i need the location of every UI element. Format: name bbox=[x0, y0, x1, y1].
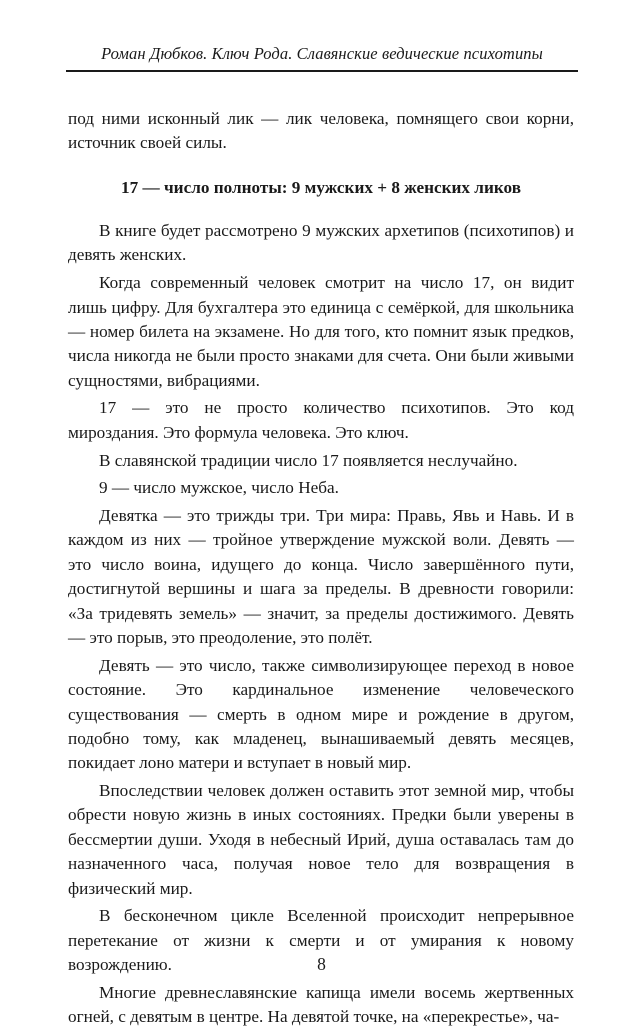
paragraph: Впоследствии человек должен оставить этот земной мир, чтобы обрести новую жизнь в иных состояниях. Предки были уверены в бессмертии души. Уходя в небесный Ирий, душа оставалась там до назначенного часа, получая новое тело для возвращения в физический мир. bbox=[68, 781, 574, 898]
paragraph: В славянской традиции число 17 появляется неслучайно. bbox=[99, 450, 518, 470]
paragraph: Девятка — это трижды три. Три мира: Правь, Явь и Навь. И в каждом из них — тройное утверждение мужской воли. Девять — это число воина, идущего до конца. Число завершённого пути, достигнутой вершины и шага за пределы. В древности говорили: «За тридевять земель» — значит, за пределы достижимого. Девять — это порыв, это преодоление, это полёт. bbox=[68, 505, 574, 647]
intro-block bbox=[68, 107, 574, 156]
paragraph: 17 — это не просто количество психотипов. Это код мироздания. Это формула человека. Это ключ. bbox=[68, 398, 574, 442]
paragraph: Девять — это число, также символизирующее переход в новое состояние. Это кардинальное изменение человеческого существования — смерть в одном мире и рождение в другом, подобно тому, как младенец, вынашиваемый девять месяцев, покидает лоно матери и вступает в новый мир. bbox=[68, 655, 574, 773]
paragraph: Когда современный человек смотрит на число 17, он видит лишь цифру. Для бухгалтера это единица с семёркой, для школьника — номер билета на экзамене. Но для того, кто помнит язык предков, числа никогда не были просто знаками для счета. Они были живыми сущностями, вибрациями. bbox=[68, 273, 574, 390]
header-rule bbox=[66, 70, 578, 72]
page-number: 8 bbox=[317, 954, 326, 974]
paragraph: В бесконечном цикле Вселенной происходит непрерывное перетекание от жизни к смерти и от умирания к новому возрождению. bbox=[68, 906, 574, 975]
running-head: Роман Дюбков. Ключ Рода. Славянские ведические психотипы bbox=[101, 44, 543, 63]
paragraph: Многие древнеславянские капища имели восемь жертвенных огней, с девятым в центре. На девятой точке, на «перекрестье», ча- bbox=[68, 982, 574, 1027]
section-heading: 17 — число полноты: 9 мужских + 8 женских ликов bbox=[121, 178, 521, 197]
paragraph: 9 — число мужское, число Неба. bbox=[99, 478, 339, 498]
intro-paragraph: под ними исконный лик — лик человека, помнящего свои корни, источник своей силы. bbox=[68, 109, 574, 153]
paragraph: В книге будет рассмотрено 9 мужских архетипов (психотипов) и девять женских. bbox=[68, 221, 574, 265]
body-text bbox=[68, 219, 574, 1033]
